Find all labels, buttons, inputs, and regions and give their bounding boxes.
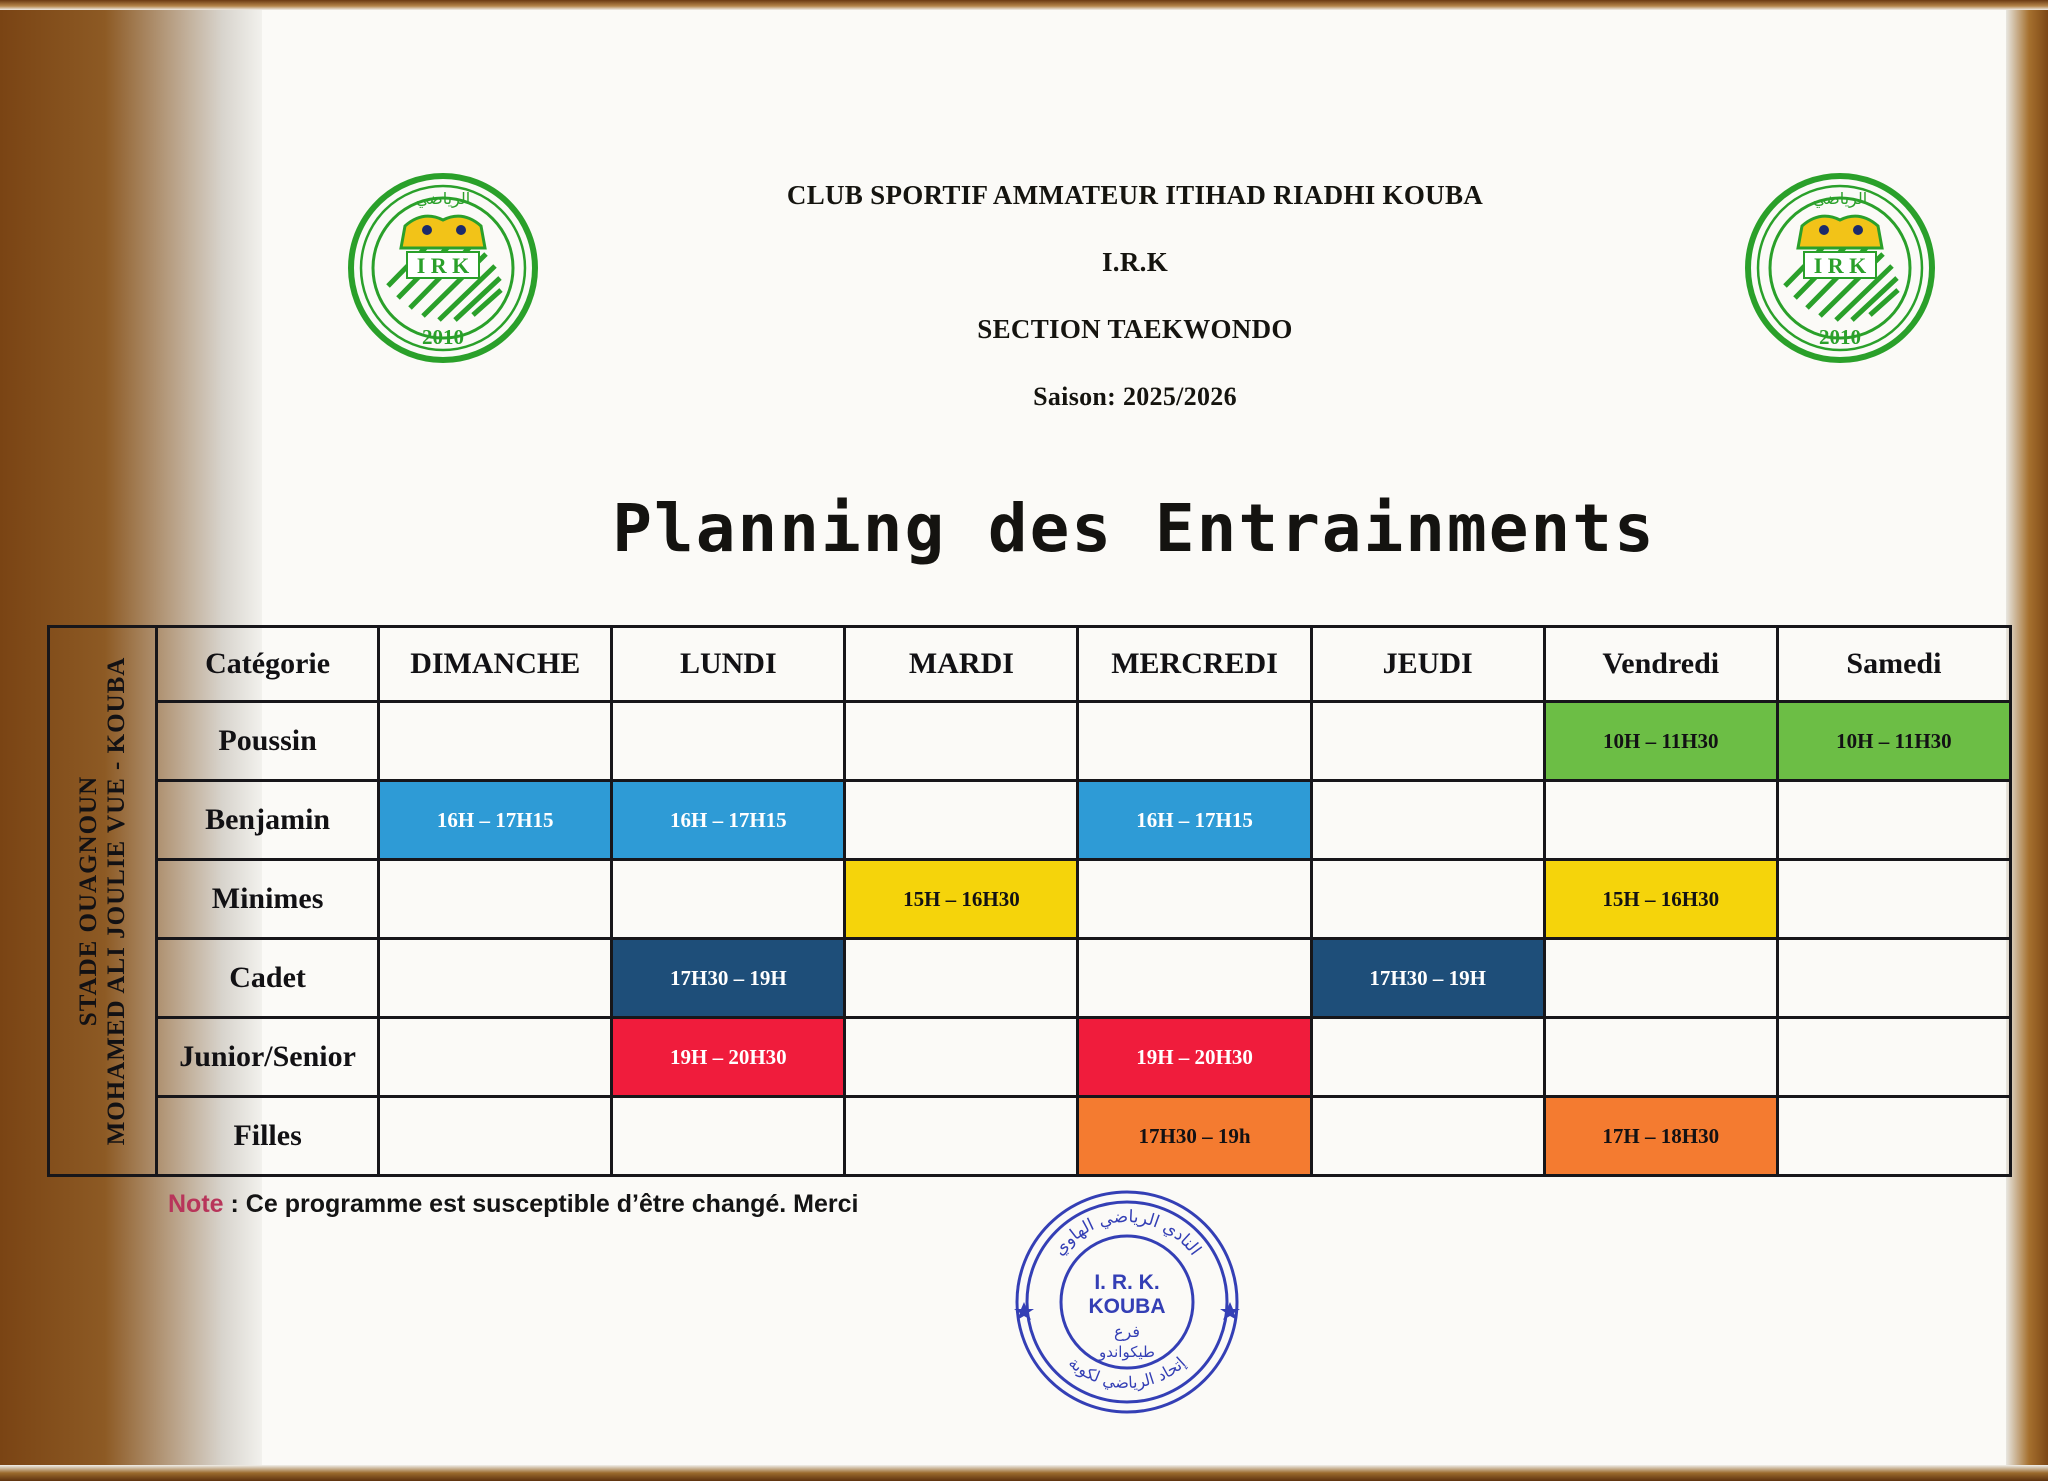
footer-note <box>168 1190 859 1219</box>
header-section: SECTION TAEKWONDO <box>977 314 1293 344</box>
empty-slot-cell <box>1078 860 1311 939</box>
document-header <box>560 180 1710 412</box>
page-title: Planning des Entrainments <box>612 490 1656 567</box>
empty-slot-cell <box>379 1097 612 1176</box>
empty-slot-cell <box>379 1018 612 1097</box>
training-slot-cell: 16H – 17H15 <box>1078 781 1311 860</box>
training-slot-cell: 10H – 11H30 <box>1544 702 1777 781</box>
table-row <box>49 1097 2011 1176</box>
empty-slot-cell <box>1311 1097 1544 1176</box>
column-header-category: Catégorie <box>157 627 379 702</box>
training-slot-cell: 16H – 17H15 <box>379 781 612 860</box>
category-cell: Cadet <box>157 939 379 1018</box>
empty-slot-cell <box>379 860 612 939</box>
schedule-table-wrapper <box>47 625 2012 1165</box>
empty-slot-cell <box>612 702 845 781</box>
desk-edge-top <box>0 0 2048 10</box>
empty-slot-cell <box>1777 939 2010 1018</box>
empty-slot-cell <box>1544 1018 1777 1097</box>
empty-slot-cell <box>845 1097 1078 1176</box>
column-header-day: Samedi <box>1777 627 2010 702</box>
empty-slot-cell <box>1078 939 1311 1018</box>
note-text: : Ce programme est susceptible d’être changé. Merci <box>230 1190 859 1218</box>
training-slot-cell: 15H – 16H30 <box>1544 860 1777 939</box>
table-row <box>49 1018 2011 1097</box>
empty-slot-cell <box>612 1097 845 1176</box>
column-header-day: MERCREDI <box>1078 627 1311 702</box>
empty-slot-cell <box>1544 781 1777 860</box>
header-club-abbrev: I.R.K <box>1101 247 1168 277</box>
training-slot-cell: 17H30 – 19H <box>612 939 845 1018</box>
svg-text:إتحاد الرياضي لكوبة: إتحاد الرياضي لكوبة <box>1064 1352 1190 1393</box>
column-header-day: Vendredi <box>1544 627 1777 702</box>
column-header-day: LUNDI <box>612 627 845 702</box>
club-logo-right <box>1740 168 1940 368</box>
svg-text:KOUBA: KOUBA <box>1088 1295 1166 1318</box>
training-slot-cell: 19H – 20H30 <box>612 1018 845 1097</box>
column-header-day: DIMANCHE <box>379 627 612 702</box>
desk-edge-bottom <box>0 1465 2048 1481</box>
category-cell: Benjamin <box>157 781 379 860</box>
training-slot-cell: 10H – 11H30 <box>1777 702 2010 781</box>
svg-text:I R K: I R K <box>416 253 470 278</box>
svg-text:2010: 2010 <box>1819 325 1861 349</box>
empty-slot-cell <box>845 939 1078 1018</box>
empty-slot-cell <box>845 781 1078 860</box>
empty-slot-cell <box>845 1018 1078 1097</box>
svg-text:النادي الرياضي الهاوي: النادي الرياضي الهاوي <box>1049 1206 1205 1260</box>
empty-slot-cell <box>379 939 612 1018</box>
empty-slot-cell <box>1311 781 1544 860</box>
column-header-day: MARDI <box>845 627 1078 702</box>
training-slot-cell: 16H – 17H15 <box>612 781 845 860</box>
venue-line-1: STADE OUAGNOUN <box>74 775 102 1027</box>
empty-slot-cell <box>1777 1018 2010 1097</box>
training-slot-cell: 17H – 18H30 <box>1544 1097 1777 1176</box>
table-row <box>49 781 2011 860</box>
empty-slot-cell <box>612 860 845 939</box>
official-stamp <box>1010 1185 1245 1420</box>
empty-slot-cell <box>1311 860 1544 939</box>
svg-text:الرياضي: الرياضي <box>415 189 471 208</box>
empty-slot-cell <box>1777 860 2010 939</box>
note-label: Note <box>168 1190 224 1218</box>
category-cell: Minimes <box>157 860 379 939</box>
svg-text:I. R. K.: I. R. K. <box>1094 1271 1160 1294</box>
empty-slot-cell <box>1777 1097 2010 1176</box>
empty-slot-cell <box>1777 781 2010 860</box>
empty-slot-cell <box>1078 702 1311 781</box>
svg-text:فرع: فرع <box>1113 1322 1141 1341</box>
empty-slot-cell <box>1311 1018 1544 1097</box>
club-logo-left <box>343 168 543 368</box>
training-slot-cell: 15H – 16H30 <box>845 860 1078 939</box>
empty-slot-cell <box>1544 939 1777 1018</box>
schedule-table <box>47 625 2012 1177</box>
empty-slot-cell <box>845 702 1078 781</box>
venue-side-label <box>75 657 131 1146</box>
venue-side-label-cell <box>49 627 157 1176</box>
table-row <box>49 939 2011 1018</box>
svg-text:الرياضي: الرياضي <box>1812 189 1868 208</box>
training-slot-cell: 17H30 – 19H <box>1311 939 1544 1018</box>
training-slot-cell: 17H30 – 19h <box>1078 1097 1311 1176</box>
svg-text:طيكواندو: طيكواندو <box>1099 1343 1155 1361</box>
venue-line-2: MOHAMED ALI JOULIE VUE - KOUBA <box>102 656 130 1146</box>
column-header-day: JEUDI <box>1311 627 1544 702</box>
empty-slot-cell <box>1311 702 1544 781</box>
desk-edge-right <box>2006 0 2048 1481</box>
svg-text:2010: 2010 <box>422 325 464 349</box>
header-season: Saison: 2025/2026 <box>1033 382 1237 411</box>
svg-text:I R K: I R K <box>1813 253 1867 278</box>
table-row <box>49 702 2011 781</box>
training-slot-cell: 19H – 20H30 <box>1078 1018 1311 1097</box>
category-cell: Filles <box>157 1097 379 1176</box>
header-club-name: CLUB SPORTIF AMMATEUR ITIHAD RIADHI KOUBA <box>786 180 1484 210</box>
empty-slot-cell <box>379 702 612 781</box>
category-cell: Junior/Senior <box>157 1018 379 1097</box>
category-cell: Poussin <box>157 702 379 781</box>
table-row <box>49 860 2011 939</box>
